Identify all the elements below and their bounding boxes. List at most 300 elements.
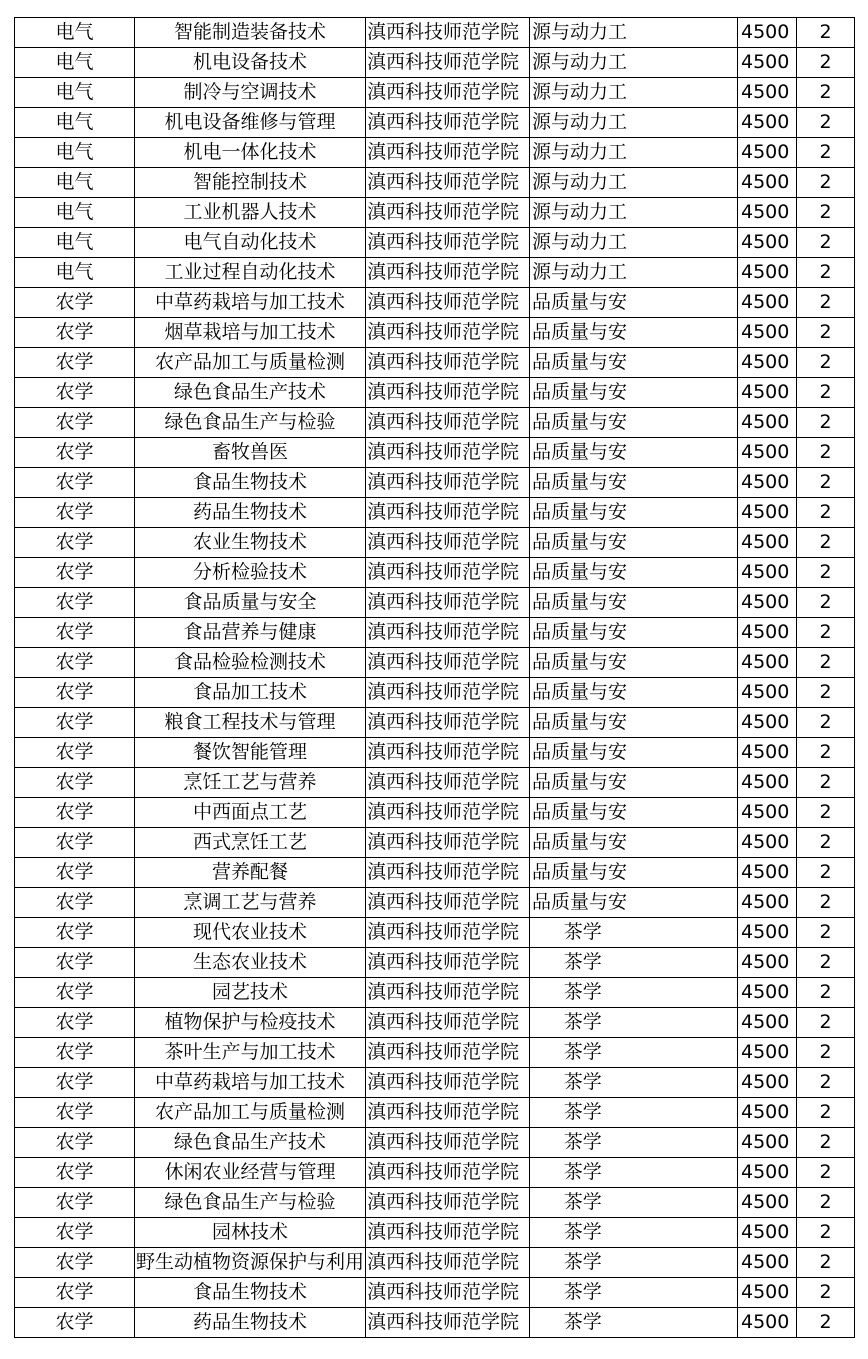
major-cell[interactable]: 园林技术 bbox=[135, 1218, 366, 1248]
major-cell[interactable]: 药品生物技术 bbox=[135, 498, 366, 528]
school-cell[interactable]: 滇西科技师范学院 bbox=[366, 978, 530, 1008]
years-cell[interactable]: 2 bbox=[797, 228, 855, 258]
major-cell[interactable]: 分析检验技术 bbox=[135, 558, 366, 588]
college-cell[interactable]: 品质量与安 bbox=[530, 648, 636, 678]
school-cell[interactable]: 滇西科技师范学院 bbox=[366, 828, 530, 858]
fee-cell[interactable]: 4500 bbox=[738, 828, 797, 858]
category-cell[interactable]: 农学 bbox=[15, 468, 135, 498]
blank-cell[interactable] bbox=[636, 948, 738, 978]
years-cell[interactable]: 2 bbox=[797, 828, 855, 858]
blank-cell[interactable] bbox=[636, 528, 738, 558]
college-cell[interactable]: 品质量与安 bbox=[530, 618, 636, 648]
years-cell[interactable]: 2 bbox=[797, 1188, 855, 1218]
fee-cell[interactable]: 4500 bbox=[738, 78, 797, 108]
fee-cell[interactable]: 4500 bbox=[738, 1068, 797, 1098]
college-cell[interactable]: 茶学 bbox=[530, 1278, 636, 1308]
years-cell[interactable]: 2 bbox=[797, 198, 855, 228]
school-cell[interactable]: 滇西科技师范学院 bbox=[366, 558, 530, 588]
category-cell[interactable]: 农学 bbox=[15, 978, 135, 1008]
years-cell[interactable]: 2 bbox=[797, 708, 855, 738]
school-cell[interactable]: 滇西科技师范学院 bbox=[366, 768, 530, 798]
school-cell[interactable]: 滇西科技师范学院 bbox=[366, 348, 530, 378]
college-cell[interactable]: 源与动力工 bbox=[530, 258, 636, 288]
fee-cell[interactable]: 4500 bbox=[738, 138, 797, 168]
blank-cell[interactable] bbox=[636, 228, 738, 258]
years-cell[interactable]: 2 bbox=[797, 918, 855, 948]
school-cell[interactable]: 滇西科技师范学院 bbox=[366, 888, 530, 918]
blank-cell[interactable] bbox=[636, 558, 738, 588]
major-cell[interactable]: 机电设备维修与管理 bbox=[135, 108, 366, 138]
college-cell[interactable]: 品质量与安 bbox=[530, 408, 636, 438]
years-cell[interactable]: 2 bbox=[797, 348, 855, 378]
category-cell[interactable]: 农学 bbox=[15, 1098, 135, 1128]
category-cell[interactable]: 农学 bbox=[15, 1128, 135, 1158]
college-cell[interactable]: 品质量与安 bbox=[530, 498, 636, 528]
blank-cell[interactable] bbox=[636, 468, 738, 498]
college-cell[interactable]: 茶学 bbox=[530, 948, 636, 978]
major-cell[interactable]: 绿色食品生产技术 bbox=[135, 378, 366, 408]
fee-cell[interactable]: 4500 bbox=[738, 858, 797, 888]
blank-cell[interactable] bbox=[636, 858, 738, 888]
blank-cell[interactable] bbox=[636, 498, 738, 528]
blank-cell[interactable] bbox=[636, 1278, 738, 1308]
major-cell[interactable]: 绿色食品生产与检验 bbox=[135, 1188, 366, 1218]
category-cell[interactable]: 农学 bbox=[15, 498, 135, 528]
years-cell[interactable]: 2 bbox=[797, 1248, 855, 1278]
years-cell[interactable]: 2 bbox=[797, 948, 855, 978]
major-cell[interactable]: 制冷与空调技术 bbox=[135, 78, 366, 108]
category-cell[interactable]: 农学 bbox=[15, 768, 135, 798]
fee-cell[interactable]: 4500 bbox=[738, 1038, 797, 1068]
years-cell[interactable]: 2 bbox=[797, 48, 855, 78]
college-cell[interactable]: 品质量与安 bbox=[530, 858, 636, 888]
college-cell[interactable]: 茶学 bbox=[530, 1008, 636, 1038]
blank-cell[interactable] bbox=[636, 378, 738, 408]
years-cell[interactable]: 2 bbox=[797, 318, 855, 348]
years-cell[interactable]: 2 bbox=[797, 378, 855, 408]
college-cell[interactable]: 茶学 bbox=[530, 978, 636, 1008]
major-cell[interactable]: 烹饪工艺与营养 bbox=[135, 768, 366, 798]
college-cell[interactable]: 茶学 bbox=[530, 1188, 636, 1218]
category-cell[interactable]: 电气 bbox=[15, 138, 135, 168]
fee-cell[interactable]: 4500 bbox=[738, 798, 797, 828]
category-cell[interactable]: 农学 bbox=[15, 1038, 135, 1068]
years-cell[interactable]: 2 bbox=[797, 558, 855, 588]
college-cell[interactable]: 品质量与安 bbox=[530, 588, 636, 618]
years-cell[interactable]: 2 bbox=[797, 108, 855, 138]
school-cell[interactable]: 滇西科技师范学院 bbox=[366, 798, 530, 828]
fee-cell[interactable]: 4500 bbox=[738, 648, 797, 678]
years-cell[interactable]: 2 bbox=[797, 498, 855, 528]
fee-cell[interactable]: 4500 bbox=[738, 528, 797, 558]
major-cell[interactable]: 西式烹饪工艺 bbox=[135, 828, 366, 858]
category-cell[interactable]: 农学 bbox=[15, 1008, 135, 1038]
blank-cell[interactable] bbox=[636, 168, 738, 198]
blank-cell[interactable] bbox=[636, 1188, 738, 1218]
fee-cell[interactable]: 4500 bbox=[738, 1128, 797, 1158]
school-cell[interactable]: 滇西科技师范学院 bbox=[366, 648, 530, 678]
major-cell[interactable]: 机电设备技术 bbox=[135, 48, 366, 78]
college-cell[interactable]: 品质量与安 bbox=[530, 768, 636, 798]
fee-cell[interactable]: 4500 bbox=[738, 48, 797, 78]
blank-cell[interactable] bbox=[636, 258, 738, 288]
major-cell[interactable]: 烹调工艺与营养 bbox=[135, 888, 366, 918]
blank-cell[interactable] bbox=[636, 1098, 738, 1128]
fee-cell[interactable]: 4500 bbox=[738, 318, 797, 348]
school-cell[interactable]: 滇西科技师范学院 bbox=[366, 1158, 530, 1188]
category-cell[interactable]: 农学 bbox=[15, 618, 135, 648]
school-cell[interactable]: 滇西科技师范学院 bbox=[366, 378, 530, 408]
years-cell[interactable]: 2 bbox=[797, 888, 855, 918]
blank-cell[interactable] bbox=[636, 648, 738, 678]
fee-cell[interactable]: 4500 bbox=[738, 978, 797, 1008]
college-cell[interactable]: 源与动力工 bbox=[530, 198, 636, 228]
fee-cell[interactable]: 4500 bbox=[738, 948, 797, 978]
category-cell[interactable]: 农学 bbox=[15, 438, 135, 468]
major-cell[interactable]: 畜牧兽医 bbox=[135, 438, 366, 468]
college-cell[interactable]: 茶学 bbox=[530, 918, 636, 948]
years-cell[interactable]: 2 bbox=[797, 258, 855, 288]
college-cell[interactable]: 品质量与安 bbox=[530, 318, 636, 348]
school-cell[interactable]: 滇西科技师范学院 bbox=[366, 738, 530, 768]
major-cell[interactable]: 智能控制技术 bbox=[135, 168, 366, 198]
blank-cell[interactable] bbox=[636, 738, 738, 768]
category-cell[interactable]: 农学 bbox=[15, 1158, 135, 1188]
blank-cell[interactable] bbox=[636, 1308, 738, 1338]
years-cell[interactable]: 2 bbox=[797, 468, 855, 498]
college-cell[interactable]: 源与动力工 bbox=[530, 228, 636, 258]
fee-cell[interactable]: 4500 bbox=[738, 1218, 797, 1248]
fee-cell[interactable]: 4500 bbox=[738, 1308, 797, 1338]
blank-cell[interactable] bbox=[636, 198, 738, 228]
category-cell[interactable]: 农学 bbox=[15, 1248, 135, 1278]
major-cell[interactable]: 工业机器人技术 bbox=[135, 198, 366, 228]
college-cell[interactable]: 源与动力工 bbox=[530, 18, 636, 48]
category-cell[interactable]: 农学 bbox=[15, 1218, 135, 1248]
blank-cell[interactable] bbox=[636, 1128, 738, 1158]
category-cell[interactable]: 农学 bbox=[15, 558, 135, 588]
years-cell[interactable]: 2 bbox=[797, 288, 855, 318]
years-cell[interactable]: 2 bbox=[797, 1038, 855, 1068]
years-cell[interactable]: 2 bbox=[797, 858, 855, 888]
college-cell[interactable]: 品质量与安 bbox=[530, 288, 636, 318]
blank-cell[interactable] bbox=[636, 1038, 738, 1068]
school-cell[interactable]: 滇西科技师范学院 bbox=[366, 1188, 530, 1218]
major-cell[interactable]: 现代农业技术 bbox=[135, 918, 366, 948]
category-cell[interactable]: 农学 bbox=[15, 738, 135, 768]
college-cell[interactable]: 品质量与安 bbox=[530, 738, 636, 768]
school-cell[interactable]: 滇西科技师范学院 bbox=[366, 1218, 530, 1248]
major-cell[interactable]: 茶叶生产与加工技术 bbox=[135, 1038, 366, 1068]
blank-cell[interactable] bbox=[636, 618, 738, 648]
years-cell[interactable]: 2 bbox=[797, 438, 855, 468]
school-cell[interactable]: 滇西科技师范学院 bbox=[366, 858, 530, 888]
school-cell[interactable]: 滇西科技师范学院 bbox=[366, 1308, 530, 1338]
fee-cell[interactable]: 4500 bbox=[738, 1248, 797, 1278]
blank-cell[interactable] bbox=[636, 708, 738, 738]
school-cell[interactable]: 滇西科技师范学院 bbox=[366, 198, 530, 228]
fee-cell[interactable]: 4500 bbox=[738, 1188, 797, 1218]
fee-cell[interactable]: 4500 bbox=[738, 1278, 797, 1308]
major-cell[interactable]: 园艺技术 bbox=[135, 978, 366, 1008]
years-cell[interactable]: 2 bbox=[797, 1098, 855, 1128]
college-cell[interactable]: 品质量与安 bbox=[530, 678, 636, 708]
years-cell[interactable]: 2 bbox=[797, 1008, 855, 1038]
years-cell[interactable]: 2 bbox=[797, 978, 855, 1008]
school-cell[interactable]: 滇西科技师范学院 bbox=[366, 918, 530, 948]
category-cell[interactable]: 农学 bbox=[15, 678, 135, 708]
school-cell[interactable]: 滇西科技师范学院 bbox=[366, 528, 530, 558]
major-cell[interactable]: 中草药栽培与加工技术 bbox=[135, 288, 366, 318]
college-cell[interactable]: 品质量与安 bbox=[530, 888, 636, 918]
fee-cell[interactable]: 4500 bbox=[738, 288, 797, 318]
school-cell[interactable]: 滇西科技师范学院 bbox=[366, 18, 530, 48]
major-cell[interactable]: 农产品加工与质量检测 bbox=[135, 348, 366, 378]
years-cell[interactable]: 2 bbox=[797, 588, 855, 618]
school-cell[interactable]: 滇西科技师范学院 bbox=[366, 1128, 530, 1158]
college-cell[interactable]: 品质量与安 bbox=[530, 528, 636, 558]
major-cell[interactable]: 绿色食品生产技术 bbox=[135, 1128, 366, 1158]
years-cell[interactable]: 2 bbox=[797, 168, 855, 198]
category-cell[interactable]: 农学 bbox=[15, 378, 135, 408]
category-cell[interactable]: 农学 bbox=[15, 288, 135, 318]
blank-cell[interactable] bbox=[636, 828, 738, 858]
category-cell[interactable]: 农学 bbox=[15, 918, 135, 948]
school-cell[interactable]: 滇西科技师范学院 bbox=[366, 708, 530, 738]
years-cell[interactable]: 2 bbox=[797, 1218, 855, 1248]
major-cell[interactable]: 工业过程自动化技术 bbox=[135, 258, 366, 288]
category-cell[interactable]: 农学 bbox=[15, 1068, 135, 1098]
blank-cell[interactable] bbox=[636, 888, 738, 918]
fee-cell[interactable]: 4500 bbox=[738, 498, 797, 528]
major-cell[interactable]: 野生动植物资源保护与利用 bbox=[135, 1248, 366, 1278]
school-cell[interactable]: 滇西科技师范学院 bbox=[366, 108, 530, 138]
school-cell[interactable]: 滇西科技师范学院 bbox=[366, 318, 530, 348]
college-cell[interactable]: 品质量与安 bbox=[530, 438, 636, 468]
category-cell[interactable]: 农学 bbox=[15, 858, 135, 888]
category-cell[interactable]: 农学 bbox=[15, 708, 135, 738]
fee-cell[interactable]: 4500 bbox=[738, 558, 797, 588]
school-cell[interactable]: 滇西科技师范学院 bbox=[366, 78, 530, 108]
category-cell[interactable]: 农学 bbox=[15, 588, 135, 618]
school-cell[interactable]: 滇西科技师范学院 bbox=[366, 468, 530, 498]
blank-cell[interactable] bbox=[636, 768, 738, 798]
years-cell[interactable]: 2 bbox=[797, 78, 855, 108]
major-cell[interactable]: 中草药栽培与加工技术 bbox=[135, 1068, 366, 1098]
major-cell[interactable]: 智能制造装备技术 bbox=[135, 18, 366, 48]
category-cell[interactable]: 农学 bbox=[15, 408, 135, 438]
college-cell[interactable]: 源与动力工 bbox=[530, 138, 636, 168]
fee-cell[interactable]: 4500 bbox=[738, 588, 797, 618]
years-cell[interactable]: 2 bbox=[797, 648, 855, 678]
fee-cell[interactable]: 4500 bbox=[738, 468, 797, 498]
major-cell[interactable]: 食品检验检测技术 bbox=[135, 648, 366, 678]
college-cell[interactable]: 源与动力工 bbox=[530, 168, 636, 198]
fee-cell[interactable]: 4500 bbox=[738, 768, 797, 798]
years-cell[interactable]: 2 bbox=[797, 1158, 855, 1188]
fee-cell[interactable]: 4500 bbox=[738, 918, 797, 948]
major-cell[interactable]: 农业生物技术 bbox=[135, 528, 366, 558]
school-cell[interactable]: 滇西科技师范学院 bbox=[366, 168, 530, 198]
blank-cell[interactable] bbox=[636, 1068, 738, 1098]
blank-cell[interactable] bbox=[636, 1008, 738, 1038]
school-cell[interactable]: 滇西科技师范学院 bbox=[366, 678, 530, 708]
school-cell[interactable]: 滇西科技师范学院 bbox=[366, 948, 530, 978]
fee-cell[interactable]: 4500 bbox=[738, 198, 797, 228]
major-cell[interactable]: 植物保护与检疫技术 bbox=[135, 1008, 366, 1038]
college-cell[interactable]: 茶学 bbox=[530, 1308, 636, 1338]
school-cell[interactable]: 滇西科技师范学院 bbox=[366, 258, 530, 288]
fee-cell[interactable]: 4500 bbox=[738, 738, 797, 768]
category-cell[interactable]: 电气 bbox=[15, 48, 135, 78]
years-cell[interactable]: 2 bbox=[797, 138, 855, 168]
blank-cell[interactable] bbox=[636, 918, 738, 948]
years-cell[interactable]: 2 bbox=[797, 1128, 855, 1158]
blank-cell[interactable] bbox=[636, 348, 738, 378]
blank-cell[interactable] bbox=[636, 438, 738, 468]
school-cell[interactable]: 滇西科技师范学院 bbox=[366, 438, 530, 468]
category-cell[interactable]: 农学 bbox=[15, 1278, 135, 1308]
category-cell[interactable]: 农学 bbox=[15, 348, 135, 378]
school-cell[interactable]: 滇西科技师范学院 bbox=[366, 1038, 530, 1068]
years-cell[interactable]: 2 bbox=[797, 678, 855, 708]
years-cell[interactable]: 2 bbox=[797, 1278, 855, 1308]
category-cell[interactable]: 电气 bbox=[15, 18, 135, 48]
college-cell[interactable]: 品质量与安 bbox=[530, 828, 636, 858]
blank-cell[interactable] bbox=[636, 588, 738, 618]
college-cell[interactable]: 茶学 bbox=[530, 1128, 636, 1158]
category-cell[interactable]: 电气 bbox=[15, 78, 135, 108]
school-cell[interactable]: 滇西科技师范学院 bbox=[366, 228, 530, 258]
college-cell[interactable]: 茶学 bbox=[530, 1248, 636, 1278]
school-cell[interactable]: 滇西科技师范学院 bbox=[366, 1098, 530, 1128]
category-cell[interactable]: 农学 bbox=[15, 828, 135, 858]
college-cell[interactable]: 茶学 bbox=[530, 1068, 636, 1098]
college-cell[interactable]: 源与动力工 bbox=[530, 48, 636, 78]
school-cell[interactable]: 滇西科技师范学院 bbox=[366, 1008, 530, 1038]
blank-cell[interactable] bbox=[636, 1218, 738, 1248]
college-cell[interactable]: 品质量与安 bbox=[530, 378, 636, 408]
fee-cell[interactable]: 4500 bbox=[738, 708, 797, 738]
fee-cell[interactable]: 4500 bbox=[738, 618, 797, 648]
fee-cell[interactable]: 4500 bbox=[738, 1008, 797, 1038]
college-cell[interactable]: 品质量与安 bbox=[530, 468, 636, 498]
college-cell[interactable]: 品质量与安 bbox=[530, 708, 636, 738]
category-cell[interactable]: 农学 bbox=[15, 888, 135, 918]
major-cell[interactable]: 营养配餐 bbox=[135, 858, 366, 888]
major-cell[interactable]: 电气自动化技术 bbox=[135, 228, 366, 258]
category-cell[interactable]: 电气 bbox=[15, 108, 135, 138]
years-cell[interactable]: 2 bbox=[797, 528, 855, 558]
fee-cell[interactable]: 4500 bbox=[738, 408, 797, 438]
major-cell[interactable]: 粮食工程技术与管理 bbox=[135, 708, 366, 738]
fee-cell[interactable]: 4500 bbox=[738, 258, 797, 288]
blank-cell[interactable] bbox=[636, 288, 738, 318]
college-cell[interactable]: 茶学 bbox=[530, 1098, 636, 1128]
major-cell[interactable]: 食品生物技术 bbox=[135, 1278, 366, 1308]
fee-cell[interactable]: 4500 bbox=[738, 228, 797, 258]
major-cell[interactable]: 机电一体化技术 bbox=[135, 138, 366, 168]
college-cell[interactable]: 茶学 bbox=[530, 1038, 636, 1068]
major-cell[interactable]: 餐饮智能管理 bbox=[135, 738, 366, 768]
blank-cell[interactable] bbox=[636, 108, 738, 138]
major-cell[interactable]: 生态农业技术 bbox=[135, 948, 366, 978]
category-cell[interactable]: 电气 bbox=[15, 258, 135, 288]
years-cell[interactable]: 2 bbox=[797, 738, 855, 768]
college-cell[interactable]: 品质量与安 bbox=[530, 798, 636, 828]
college-cell[interactable]: 源与动力工 bbox=[530, 78, 636, 108]
blank-cell[interactable] bbox=[636, 408, 738, 438]
college-cell[interactable]: 茶学 bbox=[530, 1218, 636, 1248]
major-cell[interactable]: 食品生物技术 bbox=[135, 468, 366, 498]
school-cell[interactable]: 滇西科技师范学院 bbox=[366, 48, 530, 78]
blank-cell[interactable] bbox=[636, 318, 738, 348]
category-cell[interactable]: 农学 bbox=[15, 1308, 135, 1338]
blank-cell[interactable] bbox=[636, 1248, 738, 1278]
fee-cell[interactable]: 4500 bbox=[738, 348, 797, 378]
fee-cell[interactable]: 4500 bbox=[738, 108, 797, 138]
major-cell[interactable]: 绿色食品生产与检验 bbox=[135, 408, 366, 438]
category-cell[interactable]: 农学 bbox=[15, 948, 135, 978]
blank-cell[interactable] bbox=[636, 138, 738, 168]
school-cell[interactable]: 滇西科技师范学院 bbox=[366, 408, 530, 438]
school-cell[interactable]: 滇西科技师范学院 bbox=[366, 1248, 530, 1278]
major-cell[interactable]: 食品加工技术 bbox=[135, 678, 366, 708]
category-cell[interactable]: 电气 bbox=[15, 198, 135, 228]
years-cell[interactable]: 2 bbox=[797, 18, 855, 48]
school-cell[interactable]: 滇西科技师范学院 bbox=[366, 1278, 530, 1308]
school-cell[interactable]: 滇西科技师范学院 bbox=[366, 288, 530, 318]
fee-cell[interactable]: 4500 bbox=[738, 18, 797, 48]
category-cell[interactable]: 电气 bbox=[15, 168, 135, 198]
years-cell[interactable]: 2 bbox=[797, 768, 855, 798]
blank-cell[interactable] bbox=[636, 48, 738, 78]
fee-cell[interactable]: 4500 bbox=[738, 678, 797, 708]
years-cell[interactable]: 2 bbox=[797, 408, 855, 438]
blank-cell[interactable] bbox=[636, 798, 738, 828]
fee-cell[interactable]: 4500 bbox=[738, 1098, 797, 1128]
major-cell[interactable]: 中西面点工艺 bbox=[135, 798, 366, 828]
college-cell[interactable]: 茶学 bbox=[530, 1158, 636, 1188]
college-cell[interactable]: 品质量与安 bbox=[530, 558, 636, 588]
category-cell[interactable]: 农学 bbox=[15, 528, 135, 558]
fee-cell[interactable]: 4500 bbox=[738, 888, 797, 918]
college-cell[interactable]: 品质量与安 bbox=[530, 348, 636, 378]
school-cell[interactable]: 滇西科技师范学院 bbox=[366, 618, 530, 648]
years-cell[interactable]: 2 bbox=[797, 1308, 855, 1338]
category-cell[interactable]: 农学 bbox=[15, 648, 135, 678]
years-cell[interactable]: 2 bbox=[797, 798, 855, 828]
major-cell[interactable]: 烟草栽培与加工技术 bbox=[135, 318, 366, 348]
blank-cell[interactable] bbox=[636, 18, 738, 48]
category-cell[interactable]: 电气 bbox=[15, 228, 135, 258]
category-cell[interactable]: 农学 bbox=[15, 318, 135, 348]
category-cell[interactable]: 农学 bbox=[15, 798, 135, 828]
category-cell[interactable]: 农学 bbox=[15, 1188, 135, 1218]
years-cell[interactable]: 2 bbox=[797, 1068, 855, 1098]
major-cell[interactable]: 农产品加工与质量检测 bbox=[135, 1098, 366, 1128]
school-cell[interactable]: 滇西科技师范学院 bbox=[366, 138, 530, 168]
school-cell[interactable]: 滇西科技师范学院 bbox=[366, 498, 530, 528]
fee-cell[interactable]: 4500 bbox=[738, 168, 797, 198]
school-cell[interactable]: 滇西科技师范学院 bbox=[366, 1068, 530, 1098]
college-cell[interactable]: 源与动力工 bbox=[530, 108, 636, 138]
years-cell[interactable]: 2 bbox=[797, 618, 855, 648]
major-cell[interactable]: 药品生物技术 bbox=[135, 1308, 366, 1338]
blank-cell[interactable] bbox=[636, 978, 738, 1008]
fee-cell[interactable]: 4500 bbox=[738, 438, 797, 468]
blank-cell[interactable] bbox=[636, 1158, 738, 1188]
